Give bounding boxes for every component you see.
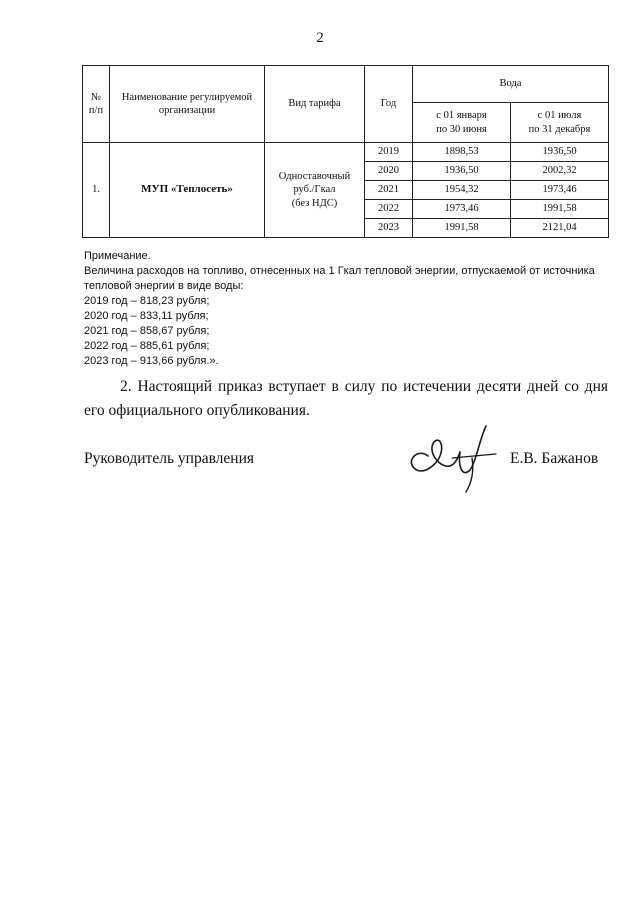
value-cell: 1973,46	[413, 200, 511, 219]
value-cell: 2121,04	[511, 219, 609, 238]
header-tariff-type: Вид тарифа	[265, 66, 365, 143]
note-line: 2023 год – 913,66 рубля.».	[84, 355, 219, 367]
note-line: 2019 год – 818,23 рубля;	[84, 295, 210, 307]
signatory-name: Е.В. Бажанов	[510, 450, 599, 467]
year-cell: 2023	[365, 219, 413, 238]
note-text: Величина расходов на топливо, отнесенных на 1 Гкал тепловой энергии, отпускаемой от источника тепловой энергии в виде воды:	[84, 265, 595, 292]
value-cell: 2002,32	[511, 162, 609, 181]
page-number: 2	[316, 30, 324, 46]
tariff-table	[82, 65, 609, 238]
row-number-cell: 1.	[83, 143, 110, 238]
header-organization: Наименование регулируемой организации	[110, 66, 265, 143]
handwritten-signature	[400, 418, 510, 498]
value-cell: 1936,50	[511, 143, 609, 162]
value-cell: 1898,53	[413, 143, 511, 162]
year-cell: 2022	[365, 200, 413, 219]
note-line: 2022 год – 885,61 рубля;	[84, 340, 210, 352]
year-cell: 2020	[365, 162, 413, 181]
year-cell: 2021	[365, 181, 413, 200]
note-line: 2021 год – 858,67 рубля;	[84, 325, 210, 337]
note-title: Примечание.	[84, 250, 151, 262]
note-block	[84, 249, 614, 369]
value-cell: 1991,58	[413, 219, 511, 238]
header-period-2: с 01 июля по 31 декабря	[511, 103, 609, 143]
header-period-1: с 01 января по 30 июня	[413, 103, 511, 143]
header-num: № п/п	[83, 66, 110, 143]
note-line: 2020 год – 833,11 рубля;	[84, 310, 209, 322]
value-cell: 1991,58	[511, 200, 609, 219]
table-row	[83, 143, 609, 162]
tariff-type-cell: Одноставочный руб./Гкал (без НДС)	[265, 143, 365, 238]
value-cell: 1973,46	[511, 181, 609, 200]
value-cell: 1936,50	[413, 162, 511, 181]
organization-cell: МУП «Теплосеть»	[110, 143, 265, 238]
year-cell: 2019	[365, 143, 413, 162]
value-cell: 1954,32	[413, 181, 511, 200]
signatory-position: Руководитель управления	[84, 450, 255, 467]
header-water: Вода	[413, 66, 609, 103]
clause-2: 2. Настоящий приказ вступает в силу по истечении десяти дней со дня его официального опубликования.	[84, 378, 608, 419]
header-year: Год	[365, 66, 413, 143]
